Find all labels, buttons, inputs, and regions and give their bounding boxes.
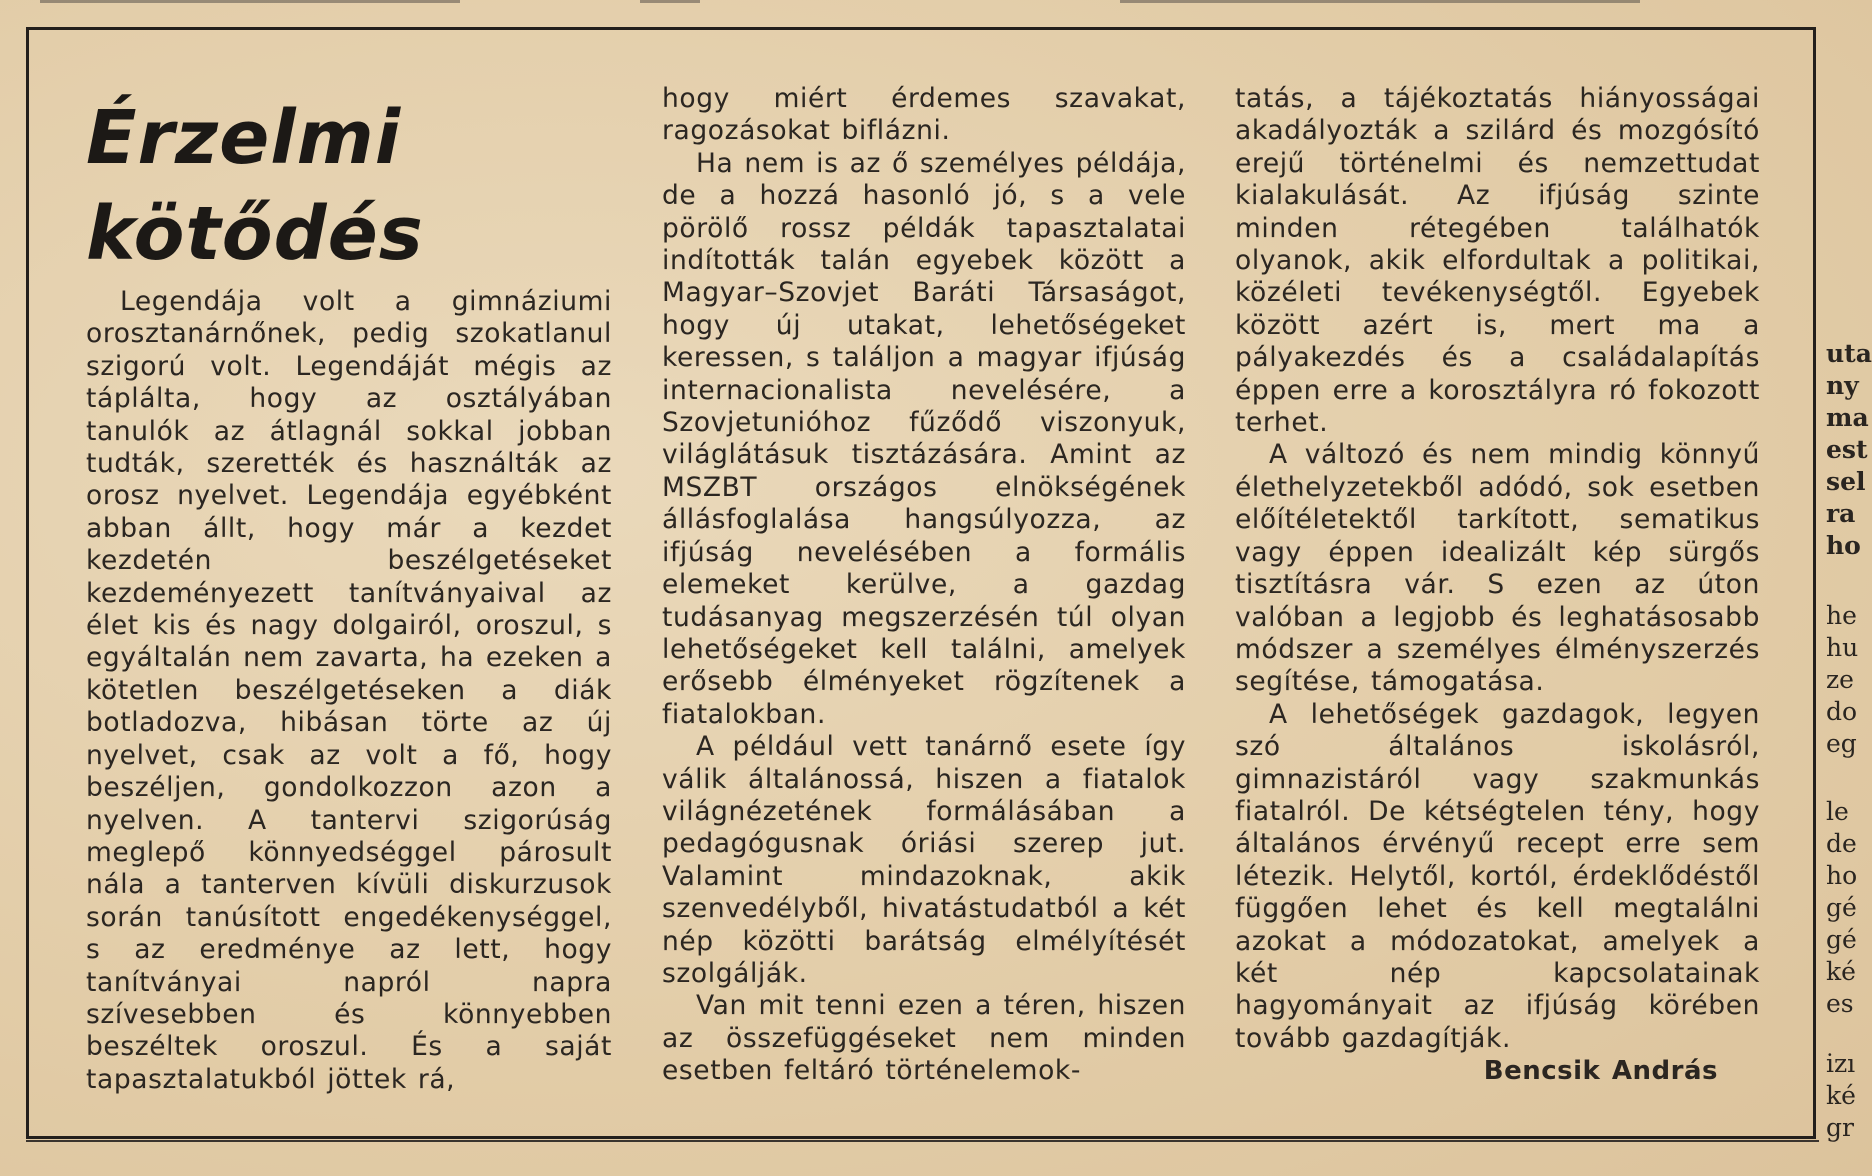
fragment-text: uta (1826, 339, 1872, 368)
fragment-text: gr (1826, 1113, 1854, 1142)
headline-line-1: Érzelmi (86, 95, 402, 181)
paragraph: tatás, a tájékoztatás hiányosságai akadályozták a szilárd és mozgósító erejű történelmi és nemzettudat kialakulását. Az ifjúság szinte minden rétegében találhatók olyanok, akik elfordultak a politikai, közéleti tevékenységtől. Egyebek között azért is, mert ma a pályakezdés és a családalapítás éppen erre a korosztályra ró fokozott terhet. (1235, 83, 1760, 439)
fragment-text: he (1826, 601, 1857, 630)
fragment-text: gé (1826, 925, 1857, 954)
fragment-text: es (1826, 989, 1854, 1018)
adjacent-column-fragment (1826, 338, 1872, 562)
paragraph: Legendája volt a gimnáziumi orosztanárnőnek, pedig szokatlanul szigorú volt. Legendáját mégis az táplálta, hogy az osztályában tanulók az átlagnál sokkal jobban tudták, szerették és használták az orosz nyelvet. Legendája egyébként abban állt, hogy már a kezdet kezdetén beszélgetéseket kezdeményezett tanítványaival az élet kis és nagy dolgairól, oroszul, s egyáltalán nem zavarta, ha ezeken a kötetlen beszélgetéseken a diák botladozva, hibásan törte az új nyelvet, csak az volt a fő, hogy beszéljen, gondolkozzon azon a nyelven. A tantervi szigorúság meglepő könnyedséggel párosult nála a tanterven kívüli diskurzusok során tanúsított engedékenységgel, s az eredménye az lett, hogy tanítványai napról napra szívesebben és könnyebben beszéltek oroszul. És a saját tapasztalatukból jöttek rá, (86, 286, 612, 1095)
frame-bottom-rule (26, 1140, 1819, 1142)
paragraph: A például vett tanárnő esete így válik általánossá, hiszen a fiatalok világnézetének formálásában a pedagógusnak óriási szerep jut. Valamint mindazoknak, akik szenvedélyből, hivatástudatból a két nép közötti barátság elmélyítését szolgálják. (662, 731, 1186, 989)
article-headline (86, 90, 606, 282)
fragment-text: ké (1826, 1081, 1856, 1110)
paragraph: Ha nem is az ő személyes példája, de a hozzá hasonló jó, s a vele pörölő rossz példák tapasztalatai indították talán egyebek között a Magyar–Szovjet Baráti Társaságot, hogy új utakat, lehetőségeket keressen, s találjon a magyar ifjúság internacionalista nevelésére, a Szovjetunióhoz fűződő viszonyuk, világlátásuk tisztázására. Amint az MSZBT országos elnökségének állásfoglalása hangsúlyozza, az ifjúság nevelésében a formális elemeket kerülve, a gazdag tudásanyag megszerzésén túl olyan lehetőségeket kell találni, amelyek erősebb élményeket rögzítenek a fiatalokban. (662, 147, 1186, 730)
paragraph: hogy miért érdemes szavakat, ragozásokat biflázni. (662, 83, 1186, 147)
fragment-text: ny (1826, 371, 1859, 400)
article-column-1 (86, 286, 612, 1096)
fragment-text: hu (1826, 633, 1859, 662)
fragment-text: ho (1826, 531, 1861, 560)
fragment-text: ma (1826, 403, 1869, 432)
fragment-text: ho (1826, 861, 1858, 890)
paragraph: Van mit tenni ezen a téren, hiszen az összefüggéseket nem minden esetben feltáró történelemok- (662, 990, 1186, 1087)
fragment-text: eg (1826, 729, 1857, 758)
fragment-text: ké (1826, 957, 1856, 986)
paragraph: A változó és nem mindig könnyű élethelyzetekből adódó, sok esetben előítéletektől tarkított, sematikus vagy éppen idealizált kép sürgős tisztításra vár. S ezen az úton valóban a legjobb és leghatásosabb módszer a személyes élményszerzés segítése, támogatása. (1235, 439, 1760, 698)
fragment-text: de (1826, 829, 1857, 858)
fragment-text: gé (1826, 893, 1857, 922)
adjacent-column-fragment (1826, 796, 1866, 1020)
fragment-text: le (1826, 797, 1849, 826)
fragment-text: est (1826, 435, 1868, 464)
adjacent-column-fragment (1826, 600, 1866, 760)
adjacent-column-fragment (1826, 1048, 1866, 1144)
paragraph: A lehetőségek gazdagok, legyen szó általános iskolásról, gimnazistáról vagy szakmunkás fiatalról. De kétségtelen tény, hogy általános érvényű recept erre sem létezik. Helytől, kortól, érdeklődéstől függően lehet és kell megtalálni azokat a módozatokat, amelyek a két nép kapcsolatainak hagyományait az ifjúság körében tovább gazdagítják. (1235, 698, 1760, 1054)
fragment-text: do (1826, 697, 1858, 726)
clipped-previous-article-edge (0, 0, 1861, 8)
fragment-text: ra (1826, 499, 1856, 528)
author-signature: Bencsik András (1483, 1056, 1718, 1087)
article-column-3 (1235, 83, 1760, 1088)
fragment-text: izı (1826, 1049, 1856, 1078)
headline-line-2: kötődés (86, 191, 424, 277)
fragment-text: sel (1826, 467, 1866, 496)
article-column-2 (662, 83, 1186, 1088)
fragment-text: ze (1826, 665, 1854, 694)
